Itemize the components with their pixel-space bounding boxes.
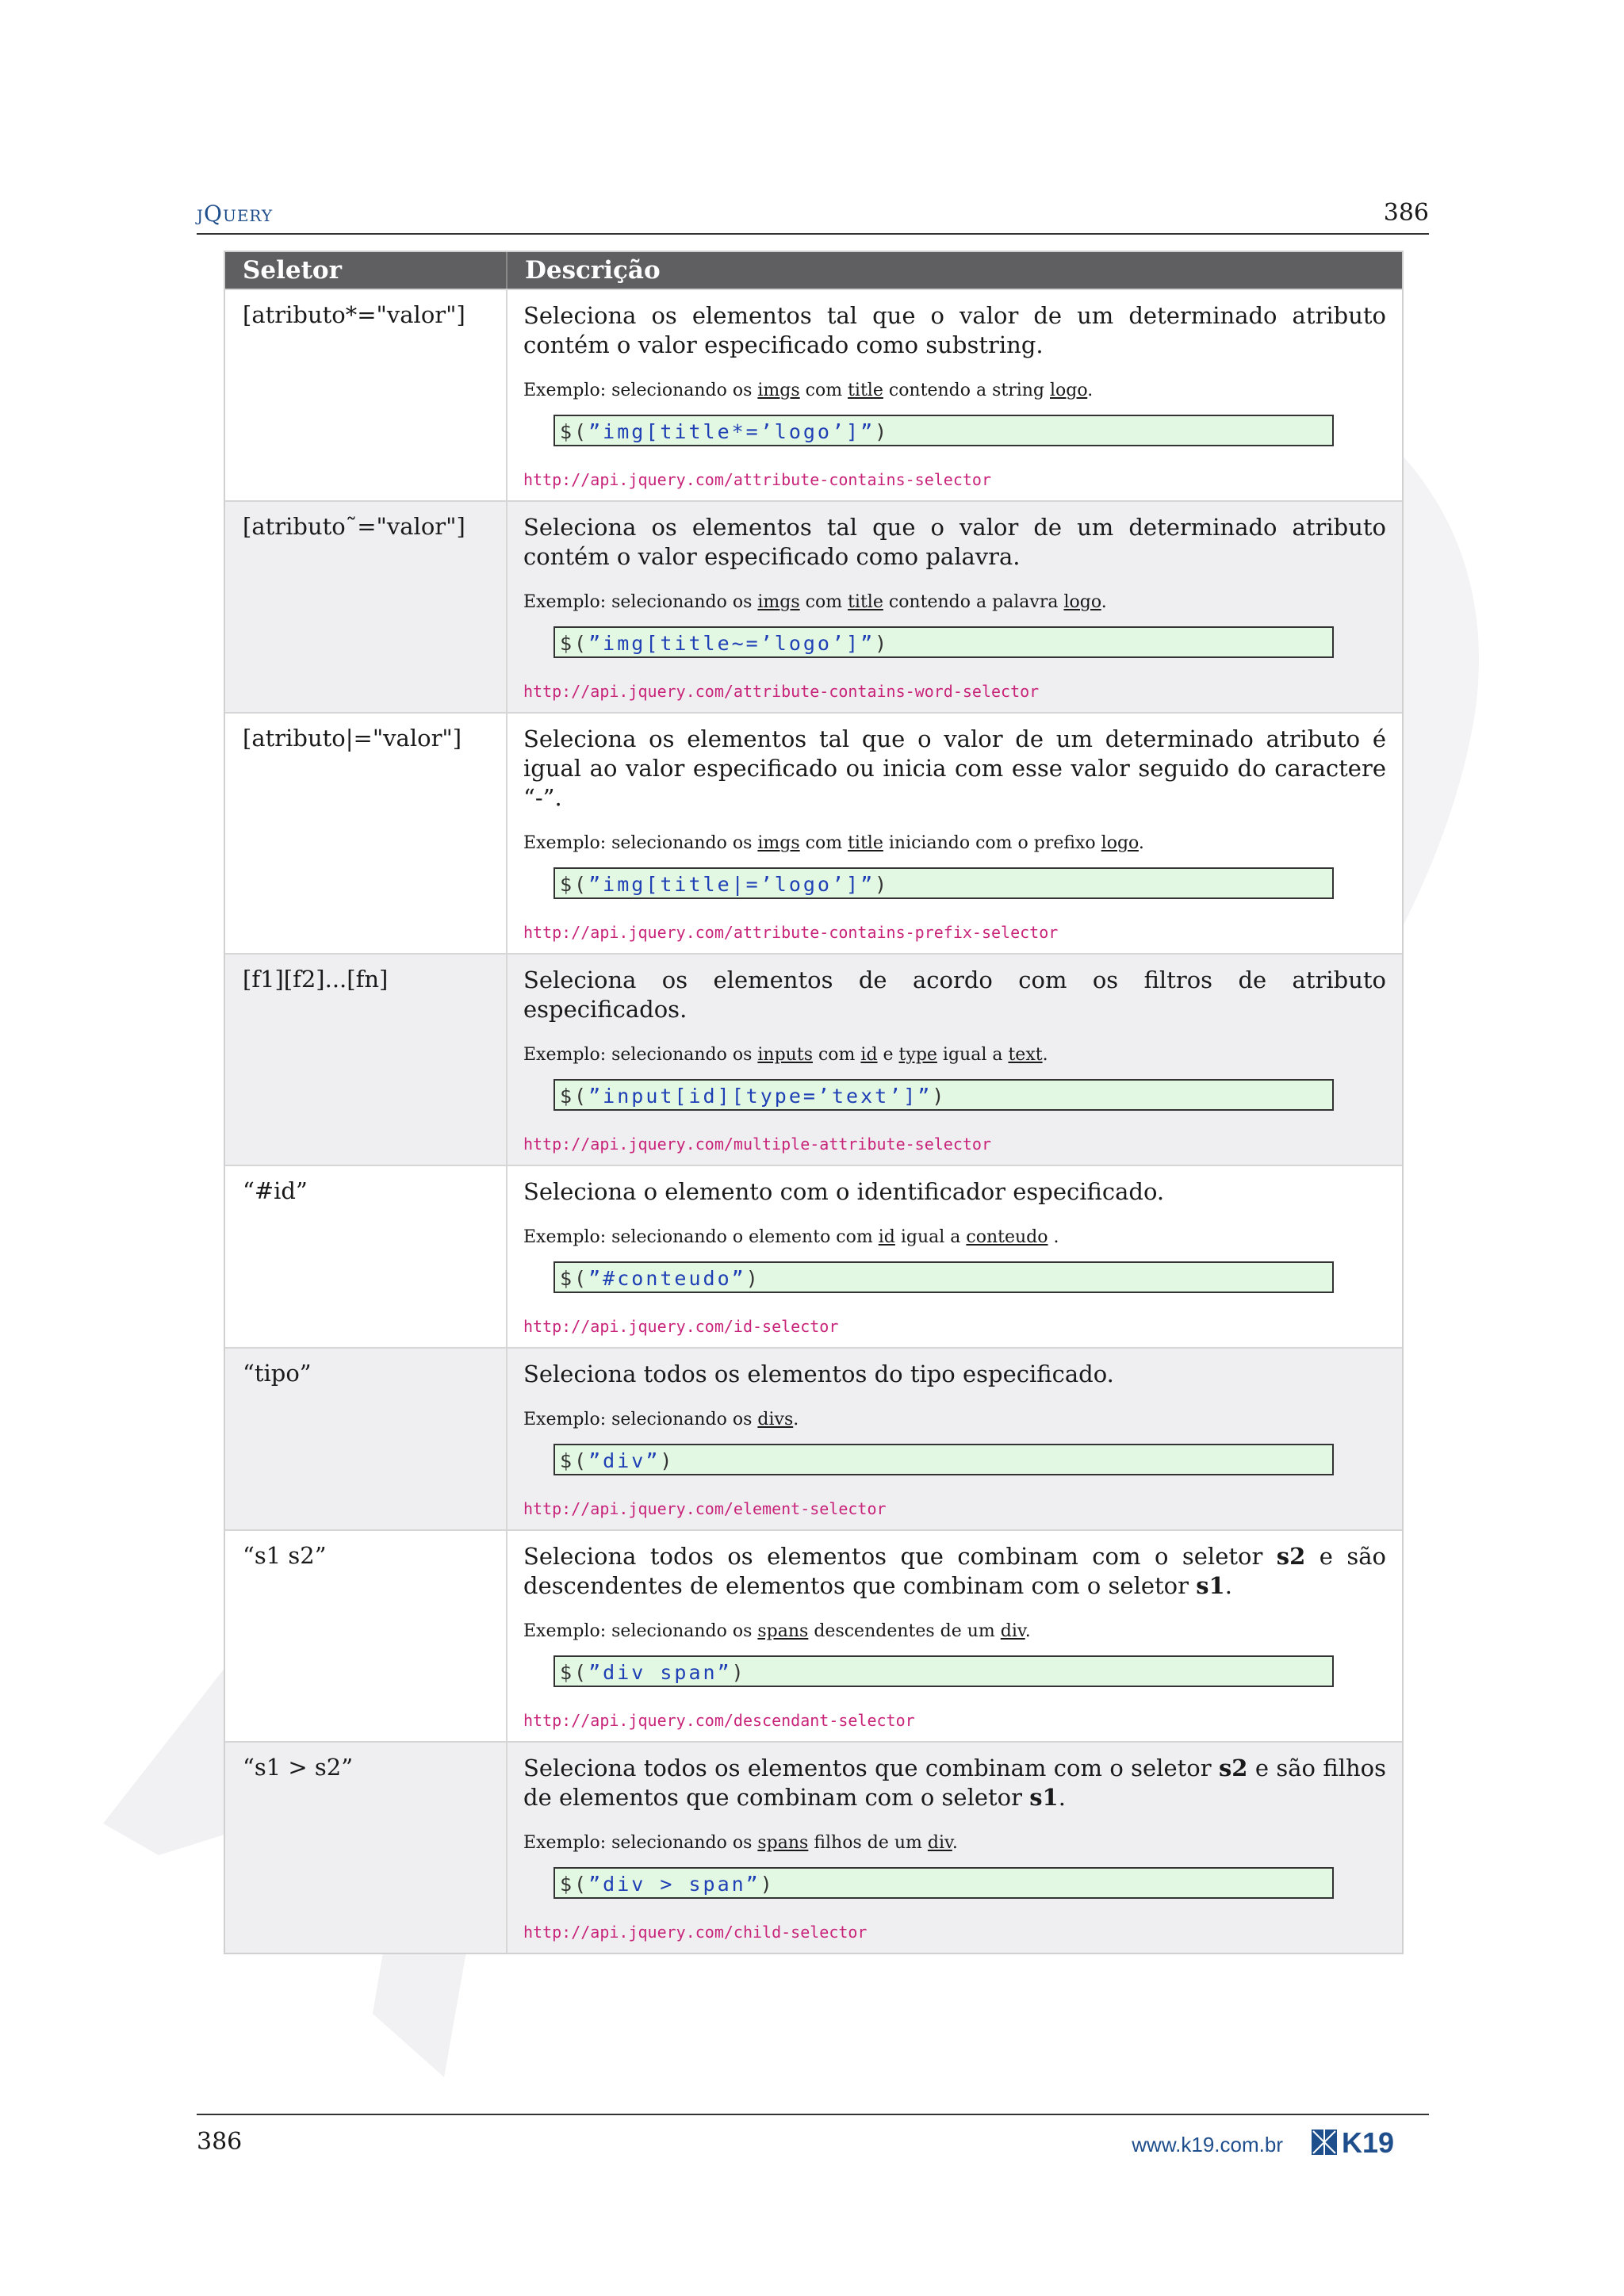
example-text [523, 1410, 1386, 1429]
description-cell [508, 1166, 1402, 1347]
table-header [225, 252, 1402, 289]
table-row [225, 1741, 1402, 1953]
underlined-term: spans [757, 1621, 809, 1641]
footer-page-number: 386 [197, 2128, 243, 2156]
description-cell [508, 1531, 1402, 1741]
example-fragment: com [799, 592, 848, 612]
code-prefix: $( [560, 632, 589, 655]
example-fragment: . [1101, 592, 1107, 612]
underlined-term: div [927, 1833, 952, 1853]
column-header-seletor: Seletor [225, 252, 508, 289]
description-cell [508, 955, 1402, 1165]
underlined-term: logo [1101, 833, 1139, 853]
table-row [225, 500, 1402, 712]
underlined-term: title [848, 592, 883, 612]
code-suffix: ) [875, 632, 890, 655]
example-fragment: Exemplo: selecionando o elemento com [523, 1227, 879, 1247]
underlined-term: imgs [757, 833, 800, 853]
code-box [553, 867, 1334, 899]
code-suffix: ) [745, 1267, 760, 1290]
example-fragment: igual a [936, 1045, 1009, 1065]
example-fragment: iniciando com o prefixo [883, 833, 1101, 853]
underlined-term: div [1000, 1621, 1025, 1641]
underlined-term: conteudo [966, 1227, 1048, 1247]
code-string: ”div span” [588, 1661, 732, 1684]
code-box [553, 1444, 1334, 1475]
api-doc-link[interactable]: http://api.jquery.com/attribute-contains-prefix-selector [523, 923, 1059, 942]
selector-cell: [f1][f2]...[fn] [225, 955, 508, 1165]
example-fragment: . [952, 1833, 958, 1853]
example-fragment: contendo a palavra [883, 592, 1064, 612]
selector-description [523, 513, 1386, 572]
example-text [523, 1833, 1386, 1853]
page-footer [197, 2114, 1429, 2163]
bold-selector-term: s2 [1218, 1755, 1248, 1781]
table-body [225, 289, 1402, 1953]
underlined-term: id [860, 1045, 878, 1065]
page-header [197, 197, 1429, 235]
api-doc-link[interactable]: http://api.jquery.com/descendant-selector [523, 1711, 915, 1730]
code-prefix: $( [560, 873, 589, 896]
code-box [553, 1079, 1334, 1111]
selector-cell: “s1 > s2” [225, 1743, 508, 1953]
code-box [553, 1655, 1334, 1687]
example-fragment: Exemplo: selecionando os [523, 592, 758, 612]
code-suffix: ) [932, 1085, 947, 1108]
code-prefix: $( [560, 1085, 589, 1108]
underlined-term: title [848, 833, 883, 853]
example-fragment: Exemplo: selecionando os [523, 1833, 758, 1853]
example-text [523, 1621, 1386, 1641]
description-text: . [1058, 1784, 1066, 1811]
example-text [523, 1227, 1386, 1247]
table-row [225, 1347, 1402, 1529]
selector-description [523, 1754, 1386, 1812]
selector-cell: [atributo|="valor"] [225, 714, 508, 953]
code-string: ”img[title*=’logo’]” [588, 420, 875, 443]
column-header-descricao: Descrição [525, 256, 661, 285]
selector-description [523, 966, 1386, 1024]
selector-description [523, 725, 1386, 813]
example-fragment: . [1025, 1621, 1031, 1641]
underlined-term: imgs [757, 592, 800, 612]
header-page-number: 386 [1383, 199, 1429, 227]
description-text: Seleciona todos os elementos do tipo especificado. [523, 1360, 1114, 1387]
example-fragment: com [799, 833, 848, 853]
example-text [523, 381, 1386, 400]
underlined-term: logo [1050, 381, 1088, 400]
code-box [553, 415, 1334, 446]
description-text: Seleciona todos os elementos que combinam com o seletor [523, 1755, 1219, 1781]
example-fragment: filhos de um [808, 1833, 928, 1853]
underlined-term: id [878, 1227, 895, 1247]
api-doc-link[interactable]: http://api.jquery.com/attribute-contains-word-selector [523, 682, 1040, 701]
example-fragment: igual a [894, 1227, 967, 1247]
code-string: ”img[title~=’logo’]” [588, 632, 875, 655]
code-box [553, 1867, 1334, 1899]
description-text: Seleciona os elementos tal que o valor de um determinado atributo é igual ao valor especificado ou inicia com esse valor seguido do caractere “-”. [523, 725, 1386, 811]
selector-cell: “#id” [225, 1166, 508, 1347]
example-fragment: com [812, 1045, 861, 1065]
description-text: e são descendentes de elementos que combinam com o seletor [523, 1543, 1386, 1599]
table-row [225, 1529, 1402, 1741]
code-prefix: $( [560, 1449, 589, 1472]
example-fragment: com [799, 381, 848, 400]
example-fragment: contendo a string [883, 381, 1050, 400]
example-text [523, 833, 1386, 853]
underlined-term: spans [757, 1833, 809, 1853]
underlined-term: text [1008, 1045, 1043, 1065]
api-doc-link[interactable]: http://api.jquery.com/child-selector [523, 1923, 868, 1942]
example-fragment: Exemplo: selecionando os [523, 833, 758, 853]
example-text [523, 1045, 1386, 1065]
code-string: ”div” [588, 1449, 661, 1472]
example-fragment: Exemplo: selecionando os [523, 381, 758, 400]
example-fragment: Exemplo: selecionando os [523, 1621, 758, 1641]
api-doc-link[interactable]: http://api.jquery.com/multiple-attribute-selector [523, 1135, 992, 1154]
api-doc-link[interactable]: http://api.jquery.com/attribute-contains-selector [523, 470, 992, 489]
description-text: e são filhos de elementos que combinam com o seletor [523, 1755, 1386, 1811]
description-text: . [1224, 1572, 1232, 1599]
table-row [225, 712, 1402, 953]
code-string: ”img[title|=’logo’]” [588, 873, 875, 896]
bold-selector-term: s1 [1196, 1572, 1225, 1599]
code-suffix: ) [660, 1449, 675, 1472]
description-cell [508, 1349, 1402, 1529]
code-string: ”div > span” [588, 1873, 760, 1896]
example-fragment: e [877, 1045, 899, 1065]
k19-logo-icon [1310, 2126, 1429, 2158]
selector-description [523, 301, 1386, 360]
description-cell [508, 290, 1402, 500]
description-cell [508, 1743, 1402, 1953]
description-text: Seleciona todos os elementos que combinam com o seletor [523, 1543, 1277, 1570]
description-text: Seleciona os elementos tal que o valor de um determinado atributo contém o valor especificado como palavra. [523, 514, 1386, 570]
selector-cell: “tipo” [225, 1349, 508, 1529]
underlined-term: logo [1063, 592, 1101, 612]
table-row [225, 1165, 1402, 1347]
underlined-term: type [898, 1045, 937, 1065]
example-fragment: . [1138, 833, 1144, 853]
bold-selector-term: s2 [1276, 1543, 1306, 1570]
code-suffix: ) [875, 420, 890, 443]
footer-url[interactable]: www.k19.com.br [1132, 2133, 1283, 2156]
code-string: ”input[id][type=’text’]” [588, 1085, 933, 1108]
bold-selector-term: s1 [1029, 1784, 1059, 1811]
table-row [225, 289, 1402, 500]
selector-description [523, 1177, 1386, 1207]
selector-table [224, 251, 1404, 1954]
api-doc-link[interactable]: http://api.jquery.com/element-selector [523, 1499, 887, 1518]
code-suffix: ) [731, 1661, 746, 1684]
code-prefix: $( [560, 1267, 589, 1290]
api-doc-link[interactable]: http://api.jquery.com/id-selector [523, 1317, 839, 1336]
code-box [553, 626, 1334, 658]
example-text [523, 592, 1386, 612]
example-fragment: . [1042, 1045, 1048, 1065]
table-row [225, 953, 1402, 1165]
example-fragment: . [1087, 381, 1094, 400]
code-box [553, 1261, 1334, 1293]
code-prefix: $( [560, 420, 589, 443]
description-cell [508, 714, 1402, 953]
chapter-title: jQuery [197, 201, 274, 227]
logo-text: K19 [1342, 2126, 1395, 2158]
code-prefix: $( [560, 1873, 589, 1896]
description-text: Seleciona os elementos tal que o valor de um determinado atributo contém o valor especificado como substring. [523, 302, 1386, 358]
underlined-term: imgs [757, 381, 800, 400]
example-fragment: descendentes de um [808, 1621, 1001, 1641]
description-text: Seleciona o elemento com o identificador especificado. [523, 1178, 1165, 1205]
selector-description [523, 1360, 1386, 1389]
example-fragment: Exemplo: selecionando os [523, 1045, 758, 1065]
example-fragment: . [793, 1410, 799, 1429]
underlined-term: inputs [757, 1045, 813, 1065]
description-text: Seleciona os elementos de acordo com os filtros de atributo especificados. [523, 966, 1386, 1023]
underlined-term: divs [757, 1410, 794, 1429]
selector-cell: [atributo*="valor"] [225, 290, 508, 500]
selector-cell: “s1 s2” [225, 1531, 508, 1741]
example-fragment: Exemplo: selecionando os [523, 1410, 758, 1429]
code-prefix: $( [560, 1661, 589, 1684]
code-string: ”#conteudo” [588, 1267, 746, 1290]
description-cell [508, 502, 1402, 712]
underlined-term: title [848, 381, 883, 400]
selector-description [523, 1542, 1386, 1601]
code-suffix: ) [875, 873, 890, 896]
selector-cell: [atributo˜="valor"] [225, 502, 508, 712]
example-fragment: . [1048, 1227, 1059, 1247]
code-suffix: ) [760, 1873, 775, 1896]
